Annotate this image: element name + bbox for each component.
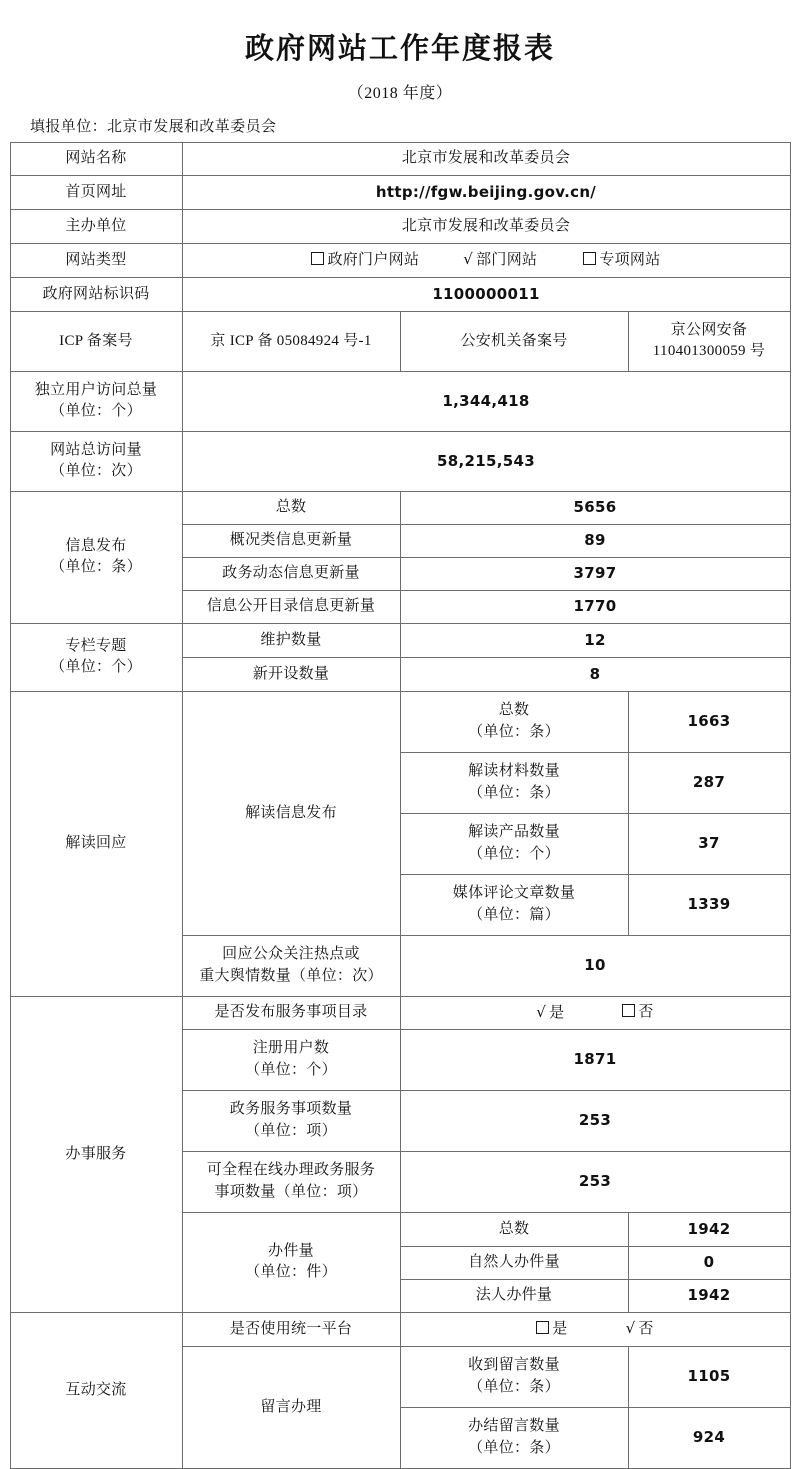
- service-items-label-line2: （单位：项）: [245, 1122, 337, 1139]
- table-row: [10, 243, 790, 277]
- online-service-items-value: 253: [400, 1151, 790, 1212]
- host-unit-label: 主办单位: [10, 209, 182, 243]
- host-unit-value: 北京市发展和改革委员会: [182, 209, 790, 243]
- table-row: [10, 1312, 790, 1346]
- table-row: [10, 175, 790, 209]
- interpretation-item-value: 1339: [628, 874, 790, 935]
- interpretation-item-name-line2: （单位：条）: [468, 723, 560, 740]
- hotspot-response-value: 10: [400, 935, 790, 996]
- interpretation-item-name: [400, 874, 628, 935]
- message-item-name-line2: （单位：条）: [468, 1378, 560, 1395]
- message-item-name: [400, 1407, 628, 1468]
- interpretation-item-name-line2: （单位：个）: [468, 845, 560, 862]
- columns-topics-label: [10, 623, 182, 691]
- info-release-item-value: 5656: [400, 491, 790, 524]
- page-subtitle: （2018 年度）: [347, 84, 453, 102]
- site-name-value: 北京市发展和改革委员会: [182, 142, 790, 175]
- handled-count-label-line2: （单位：件）: [245, 1264, 337, 1281]
- registered-users-label-line1: 注册用户数: [252, 1040, 330, 1057]
- site-id-value: 1100000011: [182, 277, 790, 311]
- info-release-label-line1: 信息发布: [65, 537, 127, 554]
- message-item-name: [400, 1346, 628, 1407]
- police-record-label: 公安机关备案号: [400, 311, 628, 371]
- icp-label: ICP 备案号: [10, 311, 182, 371]
- handled-count-label: [182, 1212, 400, 1312]
- message-item-name-line2: （单位：条）: [468, 1439, 560, 1456]
- info-release-item-name: 信息公开目录信息更新量: [182, 590, 400, 623]
- handled-item-name: 法人办件量: [400, 1279, 628, 1312]
- site-type-option-portal[interactable]: 政府门户网站: [311, 250, 419, 272]
- interpretation-sub-label: 解读信息发布: [182, 691, 400, 935]
- checkmark-icon: √: [463, 250, 474, 269]
- handled-item-name: 自然人办件量: [400, 1246, 628, 1279]
- total-visits-value: 58,215,543: [182, 431, 790, 491]
- info-release-item-value: 3797: [400, 557, 790, 590]
- police-record-value-line1: 京公网安备: [670, 321, 748, 338]
- interpretation-item-name-line1: 解读材料数量: [468, 763, 560, 780]
- table-row: [10, 691, 790, 752]
- table-row: [10, 996, 790, 1029]
- interpretation-item-name-line1: 媒体评论文章数量: [452, 885, 576, 902]
- handled-item-value: 0: [628, 1246, 790, 1279]
- message-item-name-line1: 收到留言数量: [468, 1357, 560, 1374]
- interpretation-item-name-line2: （单位：条）: [468, 784, 560, 801]
- police-record-value-line2: 110401300059 号: [652, 343, 766, 360]
- site-id-label: 政府网站标识码: [10, 277, 182, 311]
- services-label: 办事服务: [10, 996, 182, 1312]
- homepage-value[interactable]: http://fgw.beijing.gov.cn/: [182, 175, 790, 209]
- service-items-label-line1: 政务服务事项数量: [229, 1101, 353, 1118]
- interaction-label: 互动交流: [10, 1312, 182, 1468]
- interpretation-item-value: 287: [628, 752, 790, 813]
- police-record-value: [628, 311, 790, 371]
- site-name-label: 网站名称: [10, 142, 182, 175]
- online-service-items-label: [182, 1151, 400, 1212]
- interpretation-item-name: [400, 752, 628, 813]
- registered-users-label: [182, 1029, 400, 1090]
- table-row: [10, 431, 790, 491]
- info-release-label: [10, 491, 182, 623]
- checkmark-icon: √: [536, 1002, 547, 1021]
- interpretation-label: 解读回应: [10, 691, 182, 996]
- unified-platform-option-yes[interactable]: 是: [536, 1319, 567, 1341]
- service-items-value: 253: [400, 1090, 790, 1151]
- interpretation-item-value: 1663: [628, 691, 790, 752]
- checkbox-empty-icon[interactable]: [622, 1004, 635, 1017]
- homepage-label: 首页网址: [10, 175, 182, 209]
- interpretation-item-name-line2: （单位：篇）: [468, 906, 560, 923]
- service-catalog-label: 是否发布服务事项目录: [182, 996, 400, 1029]
- columns-topics-label-line2: （单位：个）: [50, 659, 142, 676]
- table-row: [10, 142, 790, 175]
- columns-topics-item-value: 8: [400, 657, 790, 691]
- registered-users-value: 1871: [400, 1029, 790, 1090]
- unique-users-label-line1: 独立用户访问总量: [34, 381, 158, 398]
- interpretation-item-name: [400, 813, 628, 874]
- unique-users-value: 1,344,418: [182, 371, 790, 431]
- icp-value: 京 ICP 备 05084924 号-1: [182, 311, 400, 371]
- site-type-option-special[interactable]: 专项网站: [583, 250, 660, 272]
- unified-platform-label: 是否使用统一平台: [182, 1312, 400, 1346]
- info-release-item-value: 1770: [400, 590, 790, 623]
- reporting-unit-label: 填报单位：北京市发展和改革委员会: [30, 118, 277, 135]
- online-service-items-label-line2: 事项数量（单位：项）: [214, 1183, 368, 1200]
- total-visits-label: [10, 431, 182, 491]
- handled-count-label-line1: 办件量: [268, 1242, 314, 1259]
- columns-topics-label-line1: 专栏专题: [65, 637, 127, 654]
- table-row: [10, 209, 790, 243]
- table-row: [10, 623, 790, 657]
- table-row: [10, 311, 790, 371]
- info-release-item-value: 89: [400, 524, 790, 557]
- unified-platform-option-no[interactable]: √ 否: [626, 1318, 654, 1341]
- service-catalog-options: [400, 996, 790, 1029]
- page-title: 政府网站工作年度报表: [244, 33, 555, 65]
- total-visits-label-line2: （单位：次）: [50, 463, 142, 480]
- hotspot-response-label-line2: 重大舆情数量（单位：次）: [199, 967, 383, 984]
- table-row: [10, 491, 790, 524]
- message-item-value: 924: [628, 1407, 790, 1468]
- columns-topics-item-value: 12: [400, 623, 790, 657]
- table-row: [10, 277, 790, 311]
- message-item-name-line1: 办结留言数量: [468, 1418, 560, 1435]
- service-items-label: [182, 1090, 400, 1151]
- handled-item-name: 总数: [400, 1212, 628, 1246]
- interpretation-item-name-line1: 总数: [498, 702, 530, 719]
- info-release-item-name: 政务动态信息更新量: [182, 557, 400, 590]
- service-catalog-option-no[interactable]: 否: [622, 1002, 653, 1024]
- site-type-options: [182, 243, 790, 277]
- unique-users-label: [10, 371, 182, 431]
- interpretation-item-name-line1: 解读产品数量: [468, 824, 560, 841]
- site-type-label: 网站类型: [10, 243, 182, 277]
- info-release-label-line2: （单位：条）: [50, 559, 142, 576]
- checkbox-empty-icon[interactable]: [311, 252, 324, 265]
- unique-users-label-line2: （单位：个）: [50, 403, 142, 420]
- registered-users-label-line2: （单位：个）: [245, 1061, 337, 1078]
- site-type-option-department[interactable]: √ 部门网站: [463, 249, 537, 272]
- handled-item-value: 1942: [628, 1212, 790, 1246]
- total-visits-label-line1: 网站总访问量: [50, 441, 142, 458]
- message-handling-label: 留言办理: [182, 1346, 400, 1468]
- hotspot-response-label: [182, 935, 400, 996]
- info-release-item-name: 总数: [182, 491, 400, 524]
- service-catalog-option-yes[interactable]: √ 是: [536, 1002, 564, 1025]
- checkbox-empty-icon[interactable]: [536, 1321, 549, 1334]
- columns-topics-item-name: 维护数量: [182, 623, 400, 657]
- info-release-item-name: 概况类信息更新量: [182, 524, 400, 557]
- hotspot-response-label-line1: 回应公众关注热点或: [222, 946, 360, 963]
- interpretation-item-value: 37: [628, 813, 790, 874]
- handled-item-value: 1942: [628, 1279, 790, 1312]
- online-service-items-label-line1: 可全程在线办理政务服务: [206, 1162, 376, 1179]
- columns-topics-item-name: 新开设数量: [182, 657, 400, 691]
- message-item-value: 1105: [628, 1346, 790, 1407]
- interpretation-item-name: [400, 691, 628, 752]
- checkmark-icon: √: [625, 1319, 636, 1338]
- unified-platform-options: [400, 1312, 790, 1346]
- checkbox-empty-icon[interactable]: [583, 252, 596, 265]
- annual-report-table: [10, 142, 791, 1469]
- table-row: [10, 371, 790, 431]
